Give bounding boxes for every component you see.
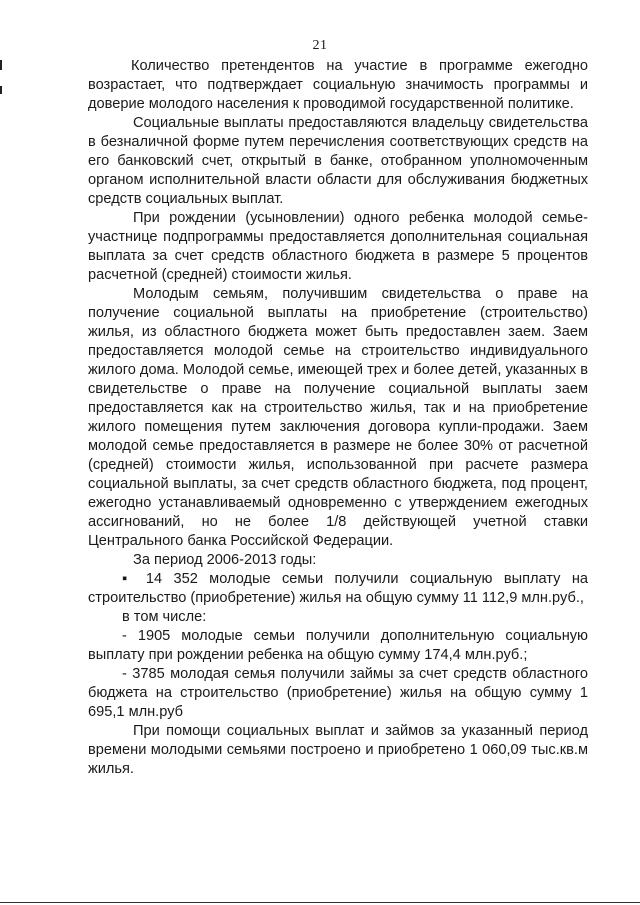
document-body xyxy=(88,57,588,779)
paragraph: За период 2006-2013 годы: xyxy=(133,552,317,568)
paragraph: в том числе: xyxy=(122,609,207,625)
scan-edge-mark xyxy=(0,60,2,70)
page-bottom-border xyxy=(0,902,640,903)
paragraph: При рождении (усыновлении) одного ребенка молодой семье-участнице подпрограммы предоставляется дополнительная социальная выплата за счет средств областного бюджета в размере 5 процентов расчетной (средней) стоимости жилья. xyxy=(88,210,588,283)
paragraph: Молодым семьям, получившим свидетельства о праве на получение социальной выплаты на приобретение (строительство) жилья, из областного бюджета может быть предоставлен заем. Заем предоставляется молодой семье на строительство индивидуального жилого дома. Молодой семье, имеющей трех и более детей, указанных в свидетельстве о праве на получение социальной выплаты заем предоставляется как на строительство жилья, так и на приобретение жилого помещения путем заключения договора купли-продажи. Заем молодой семье предоставляется в размере не более 30% от расчетной (средней) стоимости жилья, использованной при расчете размера социальной выплаты, за счет средств областного бюджета, под процент, ежегодно устанавливаемый одновременно с утверждением ежегодных ассигнований, но не более 1/8 действующей учетной ставки Центрального банка Российской Федерации. xyxy=(88,286,588,549)
dash-paragraph: - 1905 молодые семьи получили дополнительную социальную выплату при рождении ребенка на общую сумму 174,4 млн.руб.; xyxy=(88,628,588,663)
paragraph: Количество претендентов на участие в программе ежегодно возрастает, что подтверждает социальную значимость программы и доверие молодого населения к проводимой государственной политике. xyxy=(88,58,588,112)
page-number: 21 xyxy=(312,38,328,53)
paragraph: Социальные выплаты предоставляются владельцу свидетельства в безналичной форме путем перечисления соответствующих средств на его банковский счет, открытый в банке, отобранном уполномоченным органом исполнительной власти области для обслуживания бюджетных средств социальных выплат. xyxy=(88,115,588,207)
scan-edge-mark xyxy=(0,86,2,94)
paragraph: При помощи социальных выплат и займов за указанный период времени молодыми семьями построено и приобретено 1 060,09 тыс.кв.м жилья. xyxy=(88,723,588,777)
dash-paragraph: - 3785 молодая семья получили займы за счет средств областного бюджета на строительство (приобретение) жилья на общую сумму 1 695,1 млн.руб xyxy=(88,666,588,720)
bullet-paragraph: ▪ 14 352 молодые семьи получили социальную выплату на строительство (приобретение) жилья на общую сумму 11 112,9 млн.руб., xyxy=(88,571,588,606)
